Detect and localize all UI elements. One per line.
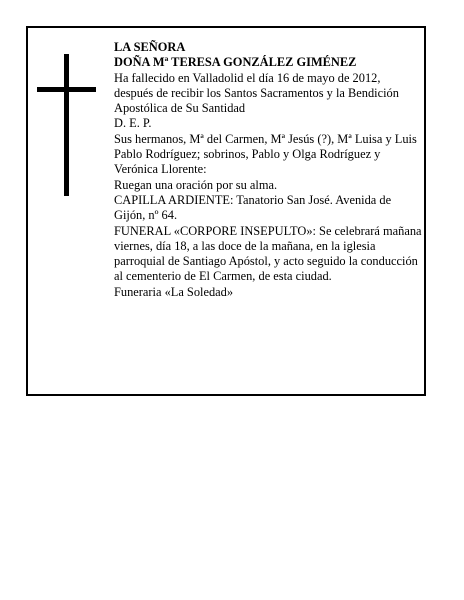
funeral-home: Funeraria «La Soledad» (114, 284, 234, 299)
cross-icon-horizontal-bar (37, 87, 96, 92)
family-members: Sus hermanos, Mª del Carmen, Mª Jesús (?), Mª Luisa y Luis Pablo Rodríguez; sobrinos, Pablo y Olga Rodríguez y Verónica Llorente: (114, 131, 417, 177)
funeral-details: FUNERAL «CORPORE INSEPULTO»: Se celebrará mañana viernes, día 18, a las doce de la mañana, en la iglesia parroquial de Santiago Apóstol, y acto seguido la conducción al cementerio de El Carmen, de esta ciudad. (114, 223, 422, 284)
wake-location: CAPILLA ARDIENTE: Tanatorio San José. Avenida de Gijón, nº 64. (114, 192, 392, 223)
notice-title-line-2: DOÑA Mª TERESA GONZÁLEZ GIMÉNEZ (114, 55, 357, 70)
prayer-request: Ruegan una oración por su alma. (114, 177, 278, 192)
notice-title-line-1: LA SEÑORA (114, 40, 186, 54)
obituary-text (114, 40, 422, 300)
death-announcement: Ha fallecido en Valladolid el día 16 de mayo de 2012, después de recibir los Santos Sacramentos y la Bendición Apostólica de Su Santidad (114, 70, 399, 116)
cross-icon-vertical-bar (64, 54, 69, 196)
rip-text: D. E. P. (114, 116, 152, 131)
